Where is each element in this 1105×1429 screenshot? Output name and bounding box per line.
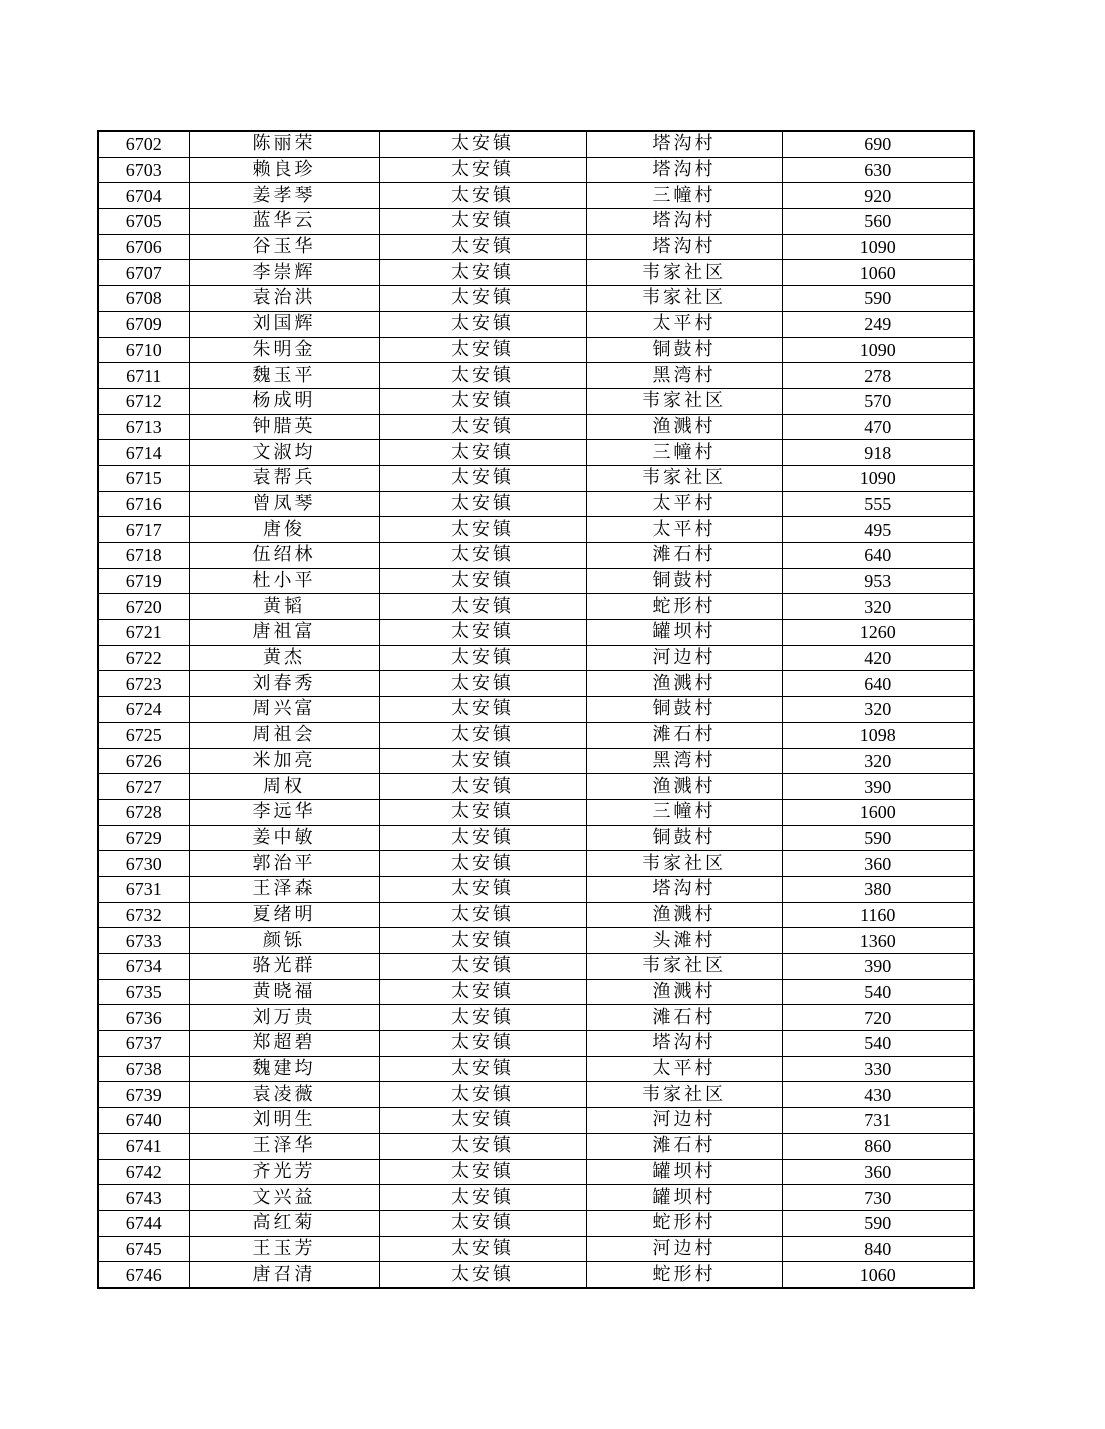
village-cell: 太平村 — [586, 311, 782, 337]
table-row — [98, 131, 974, 157]
amount-cell: 731 — [782, 1108, 974, 1134]
amount-cell: 495 — [782, 517, 974, 543]
village-cell: 太平村 — [586, 517, 782, 543]
town-cell: 太安镇 — [379, 1082, 586, 1108]
village-cell: 渔溅村 — [586, 774, 782, 800]
town-cell: 太安镇 — [379, 645, 586, 671]
name-cell: 曾凤琴 — [189, 491, 379, 517]
town-cell: 太安镇 — [379, 465, 586, 491]
village-cell: 三幢村 — [586, 183, 782, 209]
table-row — [98, 1133, 974, 1159]
row-number-cell: 6732 — [98, 902, 189, 928]
row-number-cell: 6713 — [98, 414, 189, 440]
row-number-cell: 6729 — [98, 825, 189, 851]
amount-cell: 720 — [782, 1005, 974, 1031]
row-number-cell: 6737 — [98, 1031, 189, 1057]
amount-cell: 570 — [782, 388, 974, 414]
table-row — [98, 1005, 974, 1031]
village-cell: 韦家社区 — [586, 286, 782, 312]
amount-cell: 630 — [782, 157, 974, 183]
table-row — [98, 337, 974, 363]
amount-cell: 640 — [782, 671, 974, 697]
name-cell: 颜铄 — [189, 928, 379, 954]
table-row — [98, 311, 974, 337]
village-cell: 三幢村 — [586, 440, 782, 466]
table-row — [98, 157, 974, 183]
village-cell: 韦家社区 — [586, 388, 782, 414]
village-cell: 罐坝村 — [586, 620, 782, 646]
table-body — [98, 131, 974, 1288]
table-row — [98, 774, 974, 800]
row-number-cell: 6742 — [98, 1159, 189, 1185]
village-cell: 渔溅村 — [586, 902, 782, 928]
village-cell: 滩石村 — [586, 1133, 782, 1159]
village-cell: 蛇形村 — [586, 1262, 782, 1288]
village-cell: 蛇形村 — [586, 594, 782, 620]
amount-cell: 1160 — [782, 902, 974, 928]
town-cell: 太安镇 — [379, 876, 586, 902]
amount-cell: 420 — [782, 645, 974, 671]
town-cell: 太安镇 — [379, 620, 586, 646]
name-cell: 唐召清 — [189, 1262, 379, 1288]
village-cell: 塔沟村 — [586, 876, 782, 902]
name-cell: 李崇辉 — [189, 260, 379, 286]
name-cell: 钟腊英 — [189, 414, 379, 440]
row-number-cell: 6730 — [98, 851, 189, 877]
village-cell: 铜鼓村 — [586, 697, 782, 723]
table-row — [98, 825, 974, 851]
village-cell: 太平村 — [586, 1056, 782, 1082]
amount-cell: 690 — [782, 131, 974, 157]
town-cell: 太安镇 — [379, 517, 586, 543]
town-cell: 太安镇 — [379, 594, 586, 620]
amount-cell: 360 — [782, 1159, 974, 1185]
town-cell: 太安镇 — [379, 1108, 586, 1134]
town-cell: 太安镇 — [379, 209, 586, 235]
name-cell: 袁治洪 — [189, 286, 379, 312]
name-cell: 赖良珍 — [189, 157, 379, 183]
town-cell: 太安镇 — [379, 722, 586, 748]
row-number-cell: 6703 — [98, 157, 189, 183]
amount-cell: 470 — [782, 414, 974, 440]
name-cell: 周兴富 — [189, 697, 379, 723]
amount-cell: 560 — [782, 209, 974, 235]
row-number-cell: 6725 — [98, 722, 189, 748]
name-cell: 王玉芳 — [189, 1236, 379, 1262]
row-number-cell: 6738 — [98, 1056, 189, 1082]
row-number-cell: 6726 — [98, 748, 189, 774]
table-row — [98, 902, 974, 928]
town-cell: 太安镇 — [379, 1159, 586, 1185]
name-cell: 刘明生 — [189, 1108, 379, 1134]
row-number-cell: 6717 — [98, 517, 189, 543]
name-cell: 周权 — [189, 774, 379, 800]
village-cell: 韦家社区 — [586, 954, 782, 980]
name-cell: 袁凌薇 — [189, 1082, 379, 1108]
town-cell: 太安镇 — [379, 902, 586, 928]
row-number-cell: 6712 — [98, 388, 189, 414]
row-number-cell: 6727 — [98, 774, 189, 800]
amount-cell: 640 — [782, 543, 974, 569]
table-row — [98, 1031, 974, 1057]
name-cell: 米加亮 — [189, 748, 379, 774]
town-cell: 太安镇 — [379, 363, 586, 389]
village-cell: 韦家社区 — [586, 1082, 782, 1108]
table-row — [98, 979, 974, 1005]
town-cell: 太安镇 — [379, 748, 586, 774]
row-number-cell: 6745 — [98, 1236, 189, 1262]
amount-cell: 1600 — [782, 799, 974, 825]
name-cell: 高红菊 — [189, 1210, 379, 1236]
table-row — [98, 748, 974, 774]
amount-cell: 430 — [782, 1082, 974, 1108]
row-number-cell: 6733 — [98, 928, 189, 954]
village-cell: 韦家社区 — [586, 851, 782, 877]
amount-cell: 1090 — [782, 234, 974, 260]
name-cell: 郑超碧 — [189, 1031, 379, 1057]
amount-cell: 590 — [782, 825, 974, 851]
row-number-cell: 6711 — [98, 363, 189, 389]
town-cell: 太安镇 — [379, 131, 586, 157]
table-row — [98, 1185, 974, 1211]
name-cell: 黄韬 — [189, 594, 379, 620]
name-cell: 姜孝琴 — [189, 183, 379, 209]
town-cell: 太安镇 — [379, 568, 586, 594]
row-number-cell: 6707 — [98, 260, 189, 286]
table-row — [98, 465, 974, 491]
town-cell: 太安镇 — [379, 1056, 586, 1082]
table-row — [98, 928, 974, 954]
town-cell: 太安镇 — [379, 671, 586, 697]
table-row — [98, 1159, 974, 1185]
village-cell: 铜鼓村 — [586, 568, 782, 594]
name-cell: 王泽森 — [189, 876, 379, 902]
amount-cell: 730 — [782, 1185, 974, 1211]
row-number-cell: 6715 — [98, 465, 189, 491]
table-row — [98, 697, 974, 723]
village-cell: 河边村 — [586, 645, 782, 671]
town-cell: 太安镇 — [379, 1185, 586, 1211]
name-cell: 杜小平 — [189, 568, 379, 594]
town-cell: 太安镇 — [379, 286, 586, 312]
amount-cell: 249 — [782, 311, 974, 337]
village-cell: 滩石村 — [586, 1005, 782, 1031]
name-cell: 魏玉平 — [189, 363, 379, 389]
town-cell: 太安镇 — [379, 1262, 586, 1288]
table-row — [98, 568, 974, 594]
table-row — [98, 851, 974, 877]
amount-cell: 590 — [782, 286, 974, 312]
village-cell: 渔溅村 — [586, 979, 782, 1005]
row-number-cell: 6721 — [98, 620, 189, 646]
village-cell: 韦家社区 — [586, 260, 782, 286]
table-row — [98, 414, 974, 440]
town-cell: 太安镇 — [379, 440, 586, 466]
table-row — [98, 234, 974, 260]
amount-cell: 953 — [782, 568, 974, 594]
amount-cell: 1090 — [782, 337, 974, 363]
town-cell: 太安镇 — [379, 851, 586, 877]
table-row — [98, 388, 974, 414]
village-cell: 渔溅村 — [586, 671, 782, 697]
table-row — [98, 209, 974, 235]
name-cell: 蓝华云 — [189, 209, 379, 235]
town-cell: 太安镇 — [379, 1236, 586, 1262]
name-cell: 刘国辉 — [189, 311, 379, 337]
amount-cell: 1260 — [782, 620, 974, 646]
village-cell: 蛇形村 — [586, 1210, 782, 1236]
village-cell: 塔沟村 — [586, 234, 782, 260]
village-cell: 三幢村 — [586, 799, 782, 825]
table-row — [98, 722, 974, 748]
row-number-cell: 6746 — [98, 1262, 189, 1288]
row-number-cell: 6702 — [98, 131, 189, 157]
row-number-cell: 6722 — [98, 645, 189, 671]
row-number-cell: 6719 — [98, 568, 189, 594]
table-row — [98, 645, 974, 671]
amount-cell: 860 — [782, 1133, 974, 1159]
town-cell: 太安镇 — [379, 234, 586, 260]
name-cell: 陈丽荣 — [189, 131, 379, 157]
row-number-cell: 6706 — [98, 234, 189, 260]
amount-cell: 330 — [782, 1056, 974, 1082]
town-cell: 太安镇 — [379, 543, 586, 569]
table-row — [98, 363, 974, 389]
village-cell: 渔溅村 — [586, 414, 782, 440]
town-cell: 太安镇 — [379, 1031, 586, 1057]
amount-cell: 380 — [782, 876, 974, 902]
name-cell: 黄杰 — [189, 645, 379, 671]
town-cell: 太安镇 — [379, 388, 586, 414]
name-cell: 袁帮兵 — [189, 465, 379, 491]
town-cell: 太安镇 — [379, 954, 586, 980]
name-cell: 文兴益 — [189, 1185, 379, 1211]
table-row — [98, 491, 974, 517]
amount-cell: 1360 — [782, 928, 974, 954]
row-number-cell: 6736 — [98, 1005, 189, 1031]
village-cell: 黑湾村 — [586, 363, 782, 389]
amount-cell: 320 — [782, 594, 974, 620]
village-cell: 河边村 — [586, 1108, 782, 1134]
table-row — [98, 260, 974, 286]
town-cell: 太安镇 — [379, 774, 586, 800]
amount-cell: 390 — [782, 954, 974, 980]
row-number-cell: 6710 — [98, 337, 189, 363]
amount-cell: 390 — [782, 774, 974, 800]
amount-cell: 590 — [782, 1210, 974, 1236]
name-cell: 姜中敏 — [189, 825, 379, 851]
town-cell: 太安镇 — [379, 183, 586, 209]
amount-cell: 360 — [782, 851, 974, 877]
table-row — [98, 1236, 974, 1262]
table-row — [98, 286, 974, 312]
amount-cell: 278 — [782, 363, 974, 389]
town-cell: 太安镇 — [379, 928, 586, 954]
town-cell: 太安镇 — [379, 157, 586, 183]
amount-cell: 320 — [782, 697, 974, 723]
town-cell: 太安镇 — [379, 825, 586, 851]
town-cell: 太安镇 — [379, 337, 586, 363]
village-cell: 铜鼓村 — [586, 337, 782, 363]
village-cell: 太平村 — [586, 491, 782, 517]
name-cell: 骆光群 — [189, 954, 379, 980]
amount-cell: 1060 — [782, 260, 974, 286]
table-row — [98, 1108, 974, 1134]
row-number-cell: 6739 — [98, 1082, 189, 1108]
town-cell: 太安镇 — [379, 979, 586, 1005]
row-number-cell: 6744 — [98, 1210, 189, 1236]
name-cell: 夏绪明 — [189, 902, 379, 928]
table-row — [98, 183, 974, 209]
town-cell: 太安镇 — [379, 260, 586, 286]
town-cell: 太安镇 — [379, 1005, 586, 1031]
row-number-cell: 6734 — [98, 954, 189, 980]
row-number-cell: 6723 — [98, 671, 189, 697]
amount-cell: 920 — [782, 183, 974, 209]
name-cell: 郭治平 — [189, 851, 379, 877]
row-number-cell: 6716 — [98, 491, 189, 517]
village-cell: 黑湾村 — [586, 748, 782, 774]
amount-cell: 918 — [782, 440, 974, 466]
village-cell: 罐坝村 — [586, 1159, 782, 1185]
row-number-cell: 6704 — [98, 183, 189, 209]
amount-cell: 555 — [782, 491, 974, 517]
town-cell: 太安镇 — [379, 1210, 586, 1236]
table-row — [98, 799, 974, 825]
name-cell: 魏建均 — [189, 1056, 379, 1082]
table-row — [98, 1262, 974, 1288]
amount-cell: 320 — [782, 748, 974, 774]
table-row — [98, 876, 974, 902]
row-number-cell: 6735 — [98, 979, 189, 1005]
row-number-cell: 6720 — [98, 594, 189, 620]
row-number-cell: 6741 — [98, 1133, 189, 1159]
town-cell: 太安镇 — [379, 1133, 586, 1159]
table-row — [98, 543, 974, 569]
village-cell: 塔沟村 — [586, 131, 782, 157]
row-number-cell: 6743 — [98, 1185, 189, 1211]
town-cell: 太安镇 — [379, 697, 586, 723]
table-row — [98, 517, 974, 543]
village-cell: 铜鼓村 — [586, 825, 782, 851]
village-cell: 塔沟村 — [586, 1031, 782, 1057]
row-number-cell: 6714 — [98, 440, 189, 466]
name-cell: 李远华 — [189, 799, 379, 825]
village-cell: 韦家社区 — [586, 465, 782, 491]
name-cell: 刘春秀 — [189, 671, 379, 697]
village-cell: 塔沟村 — [586, 157, 782, 183]
name-cell: 唐俊 — [189, 517, 379, 543]
table-row — [98, 440, 974, 466]
village-cell: 滩石村 — [586, 543, 782, 569]
table-row — [98, 1082, 974, 1108]
row-number-cell: 6709 — [98, 311, 189, 337]
village-cell: 罐坝村 — [586, 1185, 782, 1211]
name-cell: 周祖会 — [189, 722, 379, 748]
row-number-cell: 6724 — [98, 697, 189, 723]
name-cell: 朱明金 — [189, 337, 379, 363]
town-cell: 太安镇 — [379, 491, 586, 517]
village-cell: 塔沟村 — [586, 209, 782, 235]
amount-cell: 540 — [782, 979, 974, 1005]
table-row — [98, 620, 974, 646]
town-cell: 太安镇 — [379, 414, 586, 440]
name-cell: 文淑均 — [189, 440, 379, 466]
table-row — [98, 671, 974, 697]
row-number-cell: 6708 — [98, 286, 189, 312]
amount-cell: 1090 — [782, 465, 974, 491]
village-cell: 滩石村 — [586, 722, 782, 748]
amount-cell: 1060 — [782, 1262, 974, 1288]
amount-cell: 1098 — [782, 722, 974, 748]
name-cell: 谷玉华 — [189, 234, 379, 260]
name-cell: 唐祖富 — [189, 620, 379, 646]
name-cell: 黄晓福 — [189, 979, 379, 1005]
table-row — [98, 954, 974, 980]
amount-cell: 840 — [782, 1236, 974, 1262]
amount-cell: 540 — [782, 1031, 974, 1057]
village-cell: 河边村 — [586, 1236, 782, 1262]
name-cell: 伍绍林 — [189, 543, 379, 569]
row-number-cell: 6718 — [98, 543, 189, 569]
village-cell: 头滩村 — [586, 928, 782, 954]
table-row — [98, 1056, 974, 1082]
data-table — [97, 130, 975, 1289]
name-cell: 杨成明 — [189, 388, 379, 414]
table-row — [98, 594, 974, 620]
row-number-cell: 6731 — [98, 876, 189, 902]
name-cell: 齐光芳 — [189, 1159, 379, 1185]
town-cell: 太安镇 — [379, 799, 586, 825]
town-cell: 太安镇 — [379, 311, 586, 337]
row-number-cell: 6740 — [98, 1108, 189, 1134]
name-cell: 王泽华 — [189, 1133, 379, 1159]
row-number-cell: 6705 — [98, 209, 189, 235]
row-number-cell: 6728 — [98, 799, 189, 825]
name-cell: 刘万贵 — [189, 1005, 379, 1031]
table-row — [98, 1210, 974, 1236]
